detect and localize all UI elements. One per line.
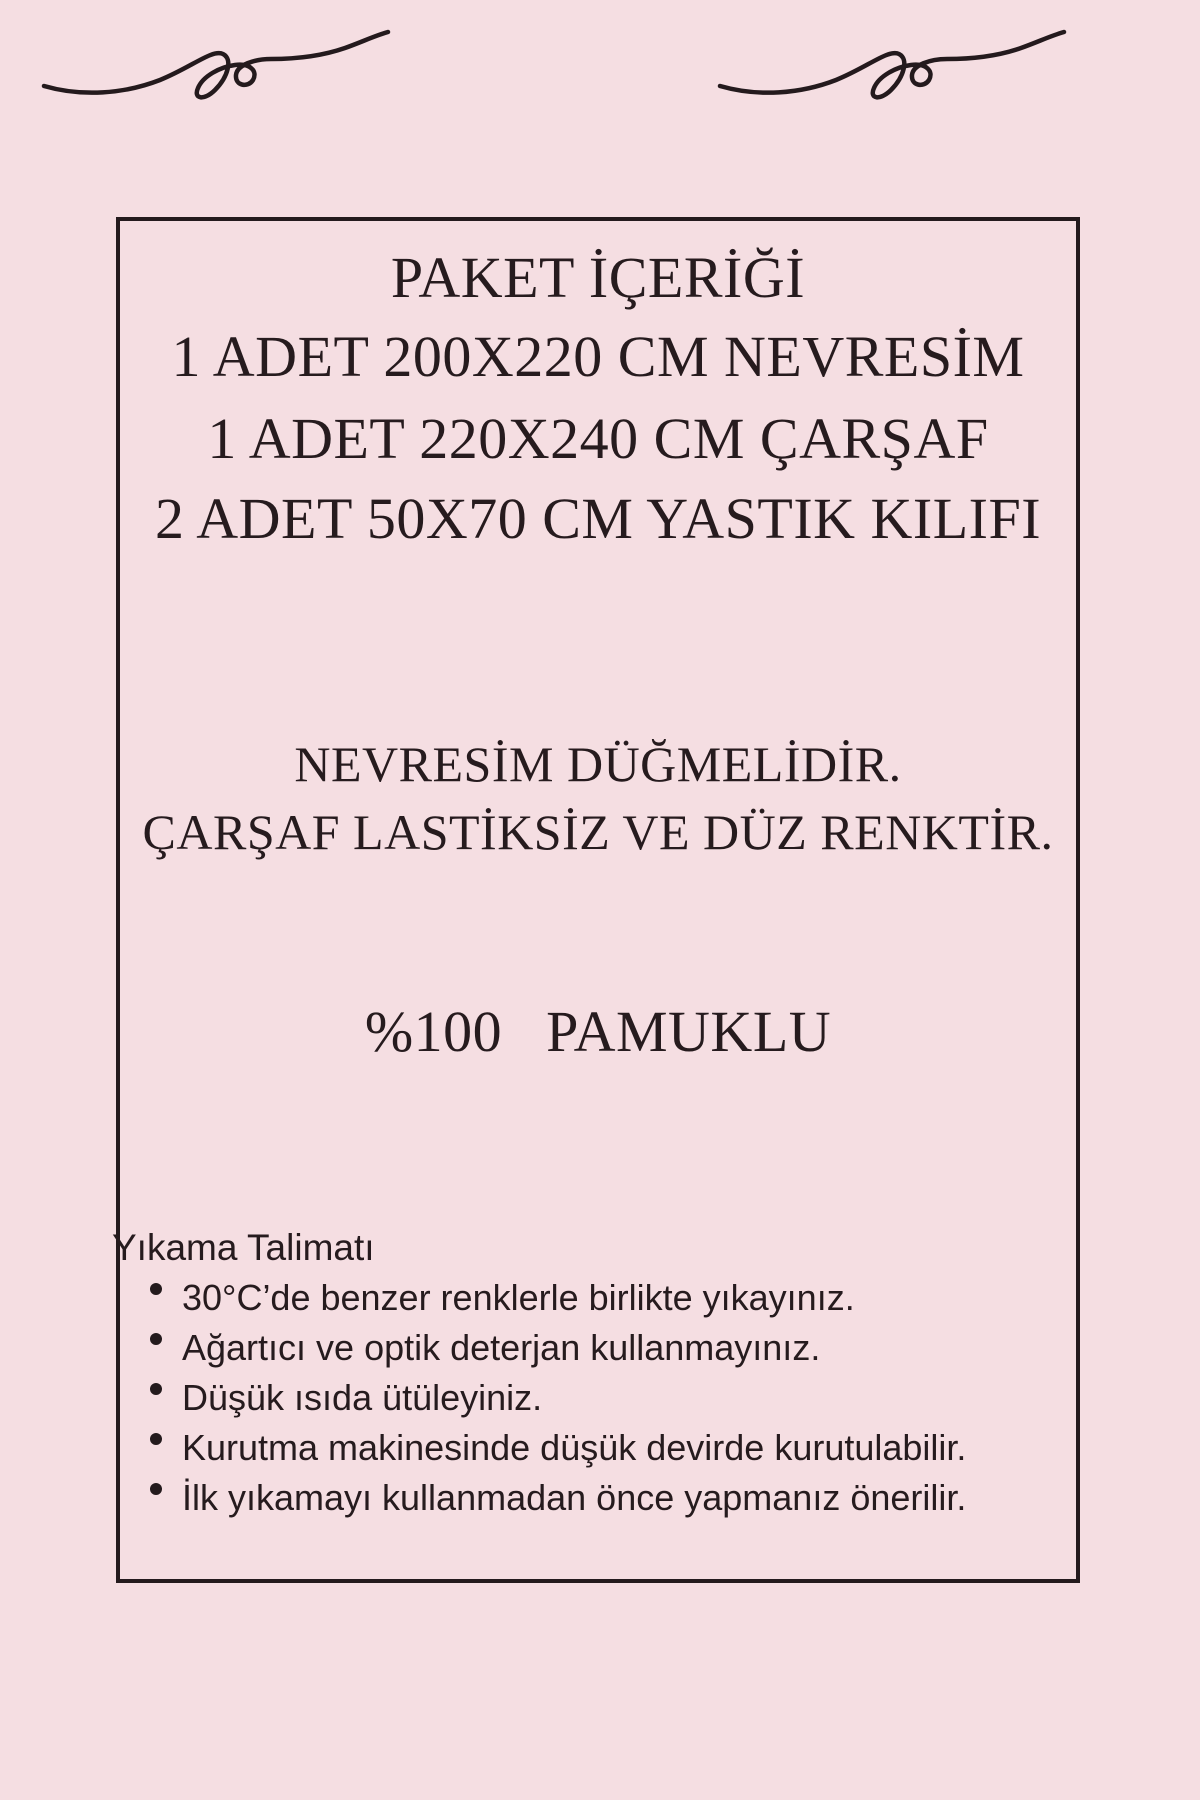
package-contents-title: PAKET İÇERİĞİ	[390, 245, 806, 310]
care-item-label: İlk yıkamayı kullanmadan önce yapmanız önerilir.	[182, 1477, 967, 1518]
package-content-line-duvet-cover: 1 ADET 200X220 CM NEVRESİM	[171, 324, 1025, 389]
care-item-label: 30°C’de benzer renklerle birlikte yıkayınız.	[182, 1277, 855, 1318]
care-item-label: Ağartıcı ve optik deterjan kullanmayınız.	[182, 1327, 821, 1368]
package-content-line-sheet: 1 ADET 220X240 CM ÇARŞAF	[207, 406, 989, 471]
list-item	[150, 1423, 1066, 1473]
bullet-icon	[150, 1383, 162, 1395]
note-duvet-buttoned: NEVRESİM DÜĞMELİDİR.	[294, 736, 902, 792]
list-item	[150, 1373, 1066, 1423]
package-content-line-pillowcases: 2 ADET 50X70 CM YASTIK KILIFI	[154, 486, 1042, 551]
list-item	[150, 1323, 1066, 1373]
care-item-label: Düşük ısıda ütüleyiniz.	[182, 1377, 543, 1418]
squiggle-flourish-icon	[40, 22, 392, 104]
bullet-icon	[150, 1333, 162, 1345]
note-sheet-flat: ÇARŞAF LASTİKSİZ VE DÜZ RENKTİR.	[142, 804, 1054, 860]
squiggle-flourish-icon	[716, 22, 1068, 104]
bullet-icon	[150, 1483, 162, 1495]
care-instructions-heading: Yıkama Talimatı	[112, 1227, 375, 1268]
list-item	[150, 1273, 1066, 1323]
bullet-icon	[150, 1283, 162, 1295]
care-instructions-list	[150, 1273, 1066, 1523]
bullet-icon	[150, 1433, 162, 1445]
care-item-label: Kurutma makinesinde düşük devirde kurutulabilir.	[182, 1427, 967, 1468]
package-info-card	[112, 217, 1080, 1583]
list-item	[150, 1473, 1066, 1523]
material-label: %100 PAMUKLU	[364, 999, 832, 1064]
